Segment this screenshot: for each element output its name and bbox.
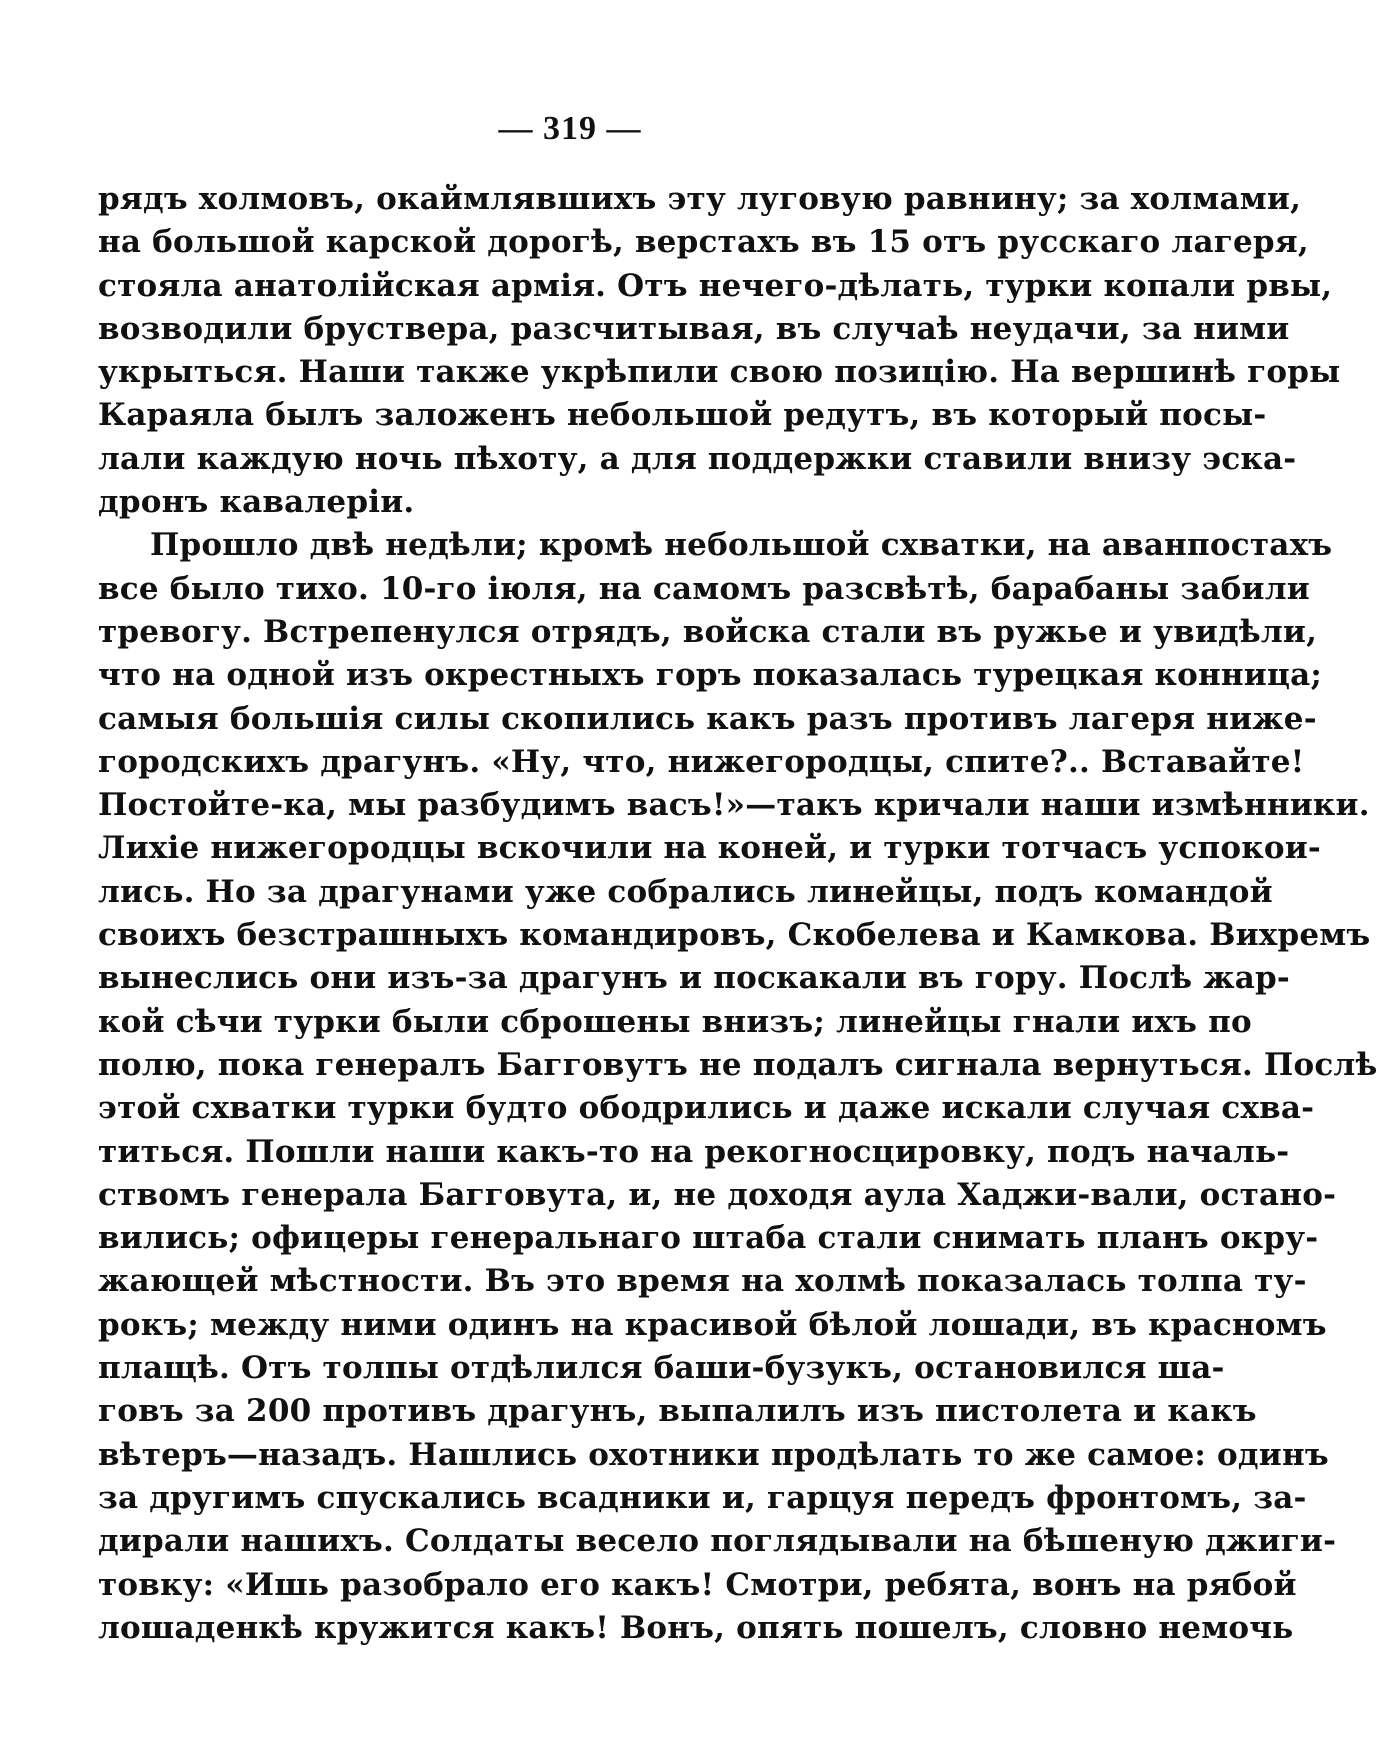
text-line: говъ за 200 противъ драгунъ, выпалилъ изъ пистолета и какъ <box>98 1393 1257 1430</box>
body-text <box>98 178 1377 1650</box>
text-line: титься. Пошли наши какъ-то на рекогносцировку, подъ началь- <box>98 1133 1290 1170</box>
text-line: товку: «Ишь разобрало его какъ! Смотри, ребята, вонъ на рябой <box>98 1566 1297 1603</box>
text-line: жающей мѣстности. Въ это время на холмѣ показалась толпа ту- <box>98 1263 1307 1300</box>
text-line: полю, пока генералъ Багговутъ не подалъ сигнала вернуться. Послѣ <box>98 1046 1377 1083</box>
text-line: на большой карской дорогѣ, верстахъ въ 15 отъ русскаго лагеря, <box>98 224 1309 261</box>
text-line: все было тихо. 10-го іюля, на самомъ разсвѣтѣ, барабаны забили <box>98 570 1310 607</box>
text-line: лошаденкѣ кружится какъ! Вонъ, опять пошелъ, словно немочь <box>98 1609 1294 1646</box>
page-number: — 319 — <box>498 110 642 147</box>
text-line: плащѣ. Отъ толпы отдѣлился баши-бузукъ, остановился ша- <box>98 1350 1225 1387</box>
text-line: Лихіе нижегородцы вскочили на коней, и турки тотчасъ успокои- <box>98 830 1321 867</box>
paragraph-start-line: Прошло двѣ недѣли; кромѣ небольшой схватки, на аванпостахъ <box>150 527 1333 564</box>
text-line: вились; офицеры генеральнаго штаба стали снимать планъ окру- <box>98 1220 1319 1257</box>
text-line: этой схватки турки будто ободрились и даже искали случая схва- <box>98 1090 1315 1127</box>
text-line: дронъ кавалеріи. <box>98 484 415 521</box>
text-line: тревогу. Встрепенулся отрядъ, войска стали въ ружье и увидѣли, <box>98 613 1318 650</box>
text-line: ствомъ генерала Багговута, и, не доходя аула Хаджи-вали, остано- <box>98 1176 1337 1213</box>
text-line: кой сѣчи турки были сброшены внизъ; линейцы гнали ихъ по <box>98 1003 1252 1040</box>
text-line: вынеслись они изъ-за драгунъ и поскакали въ гору. Послѣ жар- <box>98 960 1290 997</box>
text-line: что на одной изъ окрестныхъ горъ показалась турецкая конница; <box>98 657 1323 694</box>
text-line: укрыться. Наши также укрѣпили свою позицію. На вершинѣ горы <box>98 354 1341 391</box>
text-line: за другимъ спускались всадники и, гарцуя передъ фронтомъ, за- <box>98 1479 1307 1516</box>
text-line: возводили бруствера, разсчитывая, въ случаѣ неудачи, за ними <box>98 310 1290 347</box>
text-line: своихъ безстрашныхъ командировъ, Скобелева и Камкова. Вихремъ <box>98 917 1371 954</box>
text-line: самыя большія силы скопились какъ разъ противъ лагеря ниже- <box>98 700 1317 737</box>
text-line: рокъ; между ними одинъ на красивой бѣлой лошади, въ красномъ <box>98 1306 1327 1343</box>
text-line: рядъ холмовъ, окаймлявшихъ эту луговую равнину; за холмами, <box>98 181 1302 217</box>
text-line: городскихъ драгунъ. «Ну, что, нижегородцы, спите?.. Вставайте! <box>98 743 1305 780</box>
text-line: стояла анатолійская армія. Отъ нечего-дѣлать, турки копали рвы, <box>98 267 1333 304</box>
text-line: Постойте-ка, мы разбудимъ васъ!»—такъ кричали наши измѣнники. <box>98 787 1370 824</box>
text-line: вѣтеръ—назадъ. Нашлись охотники продѣлать то же самое: одинъ <box>98 1436 1329 1473</box>
text-line: дирали нашихъ. Солдаты весело поглядывали на бѣшеную джиги- <box>98 1523 1337 1560</box>
text-line: Караяла былъ заложенъ небольшой редутъ, въ который посы- <box>98 397 1267 434</box>
text-line: лись. Но за драгунами уже собрались линейцы, подъ командой <box>98 873 1273 910</box>
text-line: лали каждую ночь пѣхоту, а для поддержки ставили внизу эска- <box>98 440 1297 477</box>
